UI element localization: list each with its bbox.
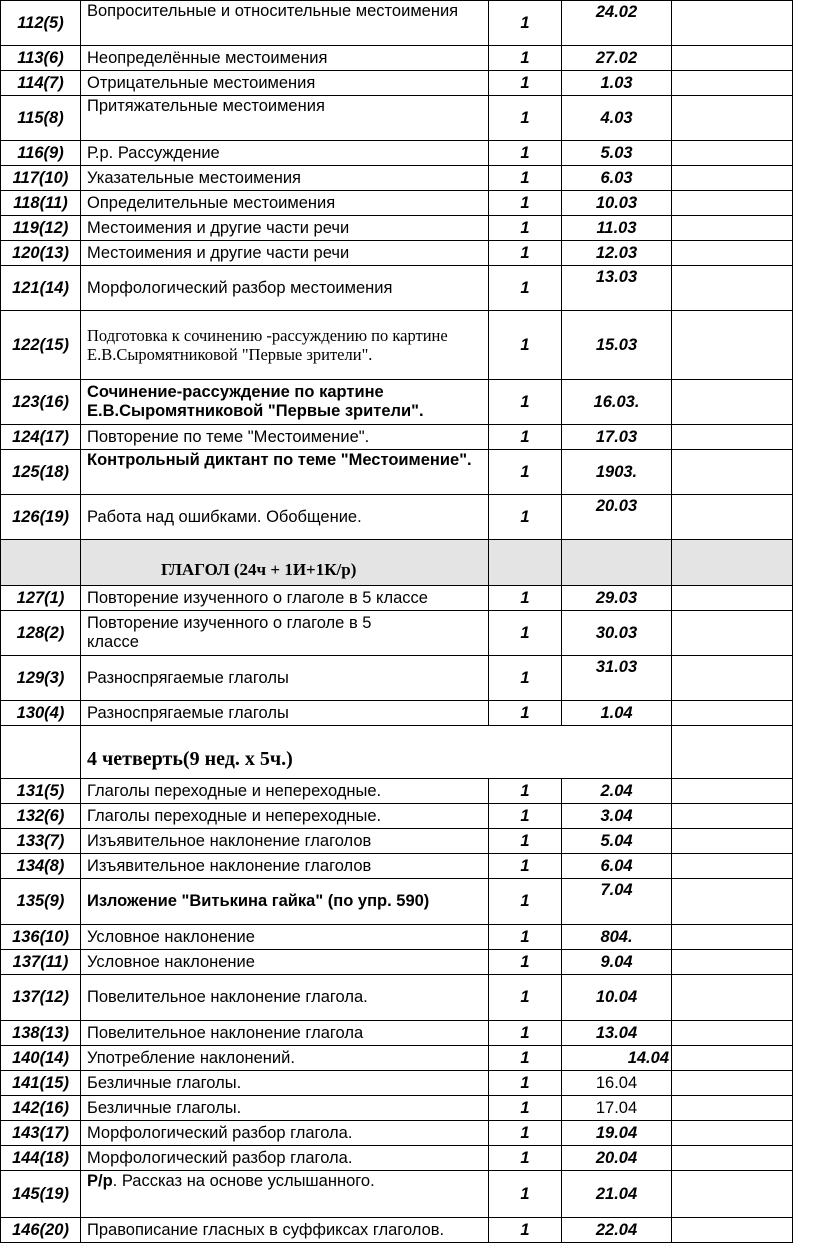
lesson-topic: Условное наклонение [81, 925, 489, 950]
notes-cell [672, 450, 793, 495]
table-row [1, 1096, 793, 1121]
lesson-topic: Глаголы переходные и непереходные. [81, 779, 489, 804]
notes-cell [672, 216, 793, 241]
lesson-date: 30.03 [562, 611, 672, 656]
notes-cell [672, 141, 793, 166]
lesson-number: 137(12) [1, 975, 81, 1021]
lesson-date: 9.04 [562, 950, 672, 975]
table-row [1, 166, 793, 191]
lesson-date: 12.03 [562, 241, 672, 266]
section-cell [81, 726, 672, 779]
lesson-date: 5.03 [562, 141, 672, 166]
lesson-date: 10.04 [562, 975, 672, 1021]
notes-cell [672, 701, 793, 726]
notes-cell [672, 311, 793, 380]
lesson-hours: 1 [489, 71, 562, 96]
table-row [1, 1146, 793, 1171]
lesson-topic: Определительные местоимения [81, 191, 489, 216]
lesson-hours: 1 [489, 1121, 562, 1146]
lesson-number: 118(11) [1, 191, 81, 216]
lesson-topic: Изъявительное наклонение глаголов [81, 854, 489, 879]
table-row [1, 1071, 793, 1096]
lesson-date: 24.02 [562, 1, 672, 46]
section-cell [672, 726, 793, 779]
section-cell [562, 540, 672, 586]
lesson-topic: Повторение изученного о глаголе в 5 классе [81, 586, 489, 611]
lesson-date: 31.03 [562, 656, 672, 701]
table-row [1, 804, 793, 829]
lesson-hours: 1 [489, 656, 562, 701]
lesson-number: 146(20) [1, 1218, 81, 1243]
lesson-hours: 1 [489, 925, 562, 950]
table-row [1, 266, 793, 311]
lesson-hours: 1 [489, 1021, 562, 1046]
table-row [1, 216, 793, 241]
lesson-date: 20.03 [562, 495, 672, 540]
lesson-topic: Притяжательные местоимения [81, 96, 489, 141]
notes-cell [672, 425, 793, 450]
lesson-number: 123(16) [1, 380, 81, 425]
lesson-number: 113(6) [1, 46, 81, 71]
table-row [1, 450, 793, 495]
lesson-topic: Неопределённые местоимения [81, 46, 489, 71]
lesson-date: 1.03 [562, 71, 672, 96]
lesson-date: 19.04 [562, 1121, 672, 1146]
lesson-topic: Местоимения и другие части речи [81, 216, 489, 241]
lesson-hours: 1 [489, 975, 562, 1021]
lesson-topic: Морфологический разбор местоимения [81, 266, 489, 311]
lesson-topic: Указательные местоимения [81, 166, 489, 191]
notes-cell [672, 46, 793, 71]
lesson-hours: 1 [489, 1171, 562, 1218]
lesson-hours: 1 [489, 425, 562, 450]
lesson-number: 126(19) [1, 495, 81, 540]
notes-cell [672, 1146, 793, 1171]
lesson-date: 804. [562, 925, 672, 950]
table-row [1, 191, 793, 216]
lesson-date: 15.03 [562, 311, 672, 380]
table-row [1, 241, 793, 266]
lesson-date: 7.04 [562, 879, 672, 925]
lesson-number: 133(7) [1, 829, 81, 854]
notes-cell [672, 804, 793, 829]
lesson-date: 3.04 [562, 804, 672, 829]
table-row [1, 141, 793, 166]
notes-cell [672, 1, 793, 46]
notes-cell [672, 191, 793, 216]
lesson-topic: Морфологический разбор глагола. [81, 1121, 489, 1146]
lesson-number: 138(13) [1, 1021, 81, 1046]
lesson-number: 135(9) [1, 879, 81, 925]
lesson-number: 130(4) [1, 701, 81, 726]
table-row [1, 1218, 793, 1243]
lesson-number: 120(13) [1, 241, 81, 266]
lesson-topic: Контрольный диктант по теме "Местоимение". [81, 450, 489, 495]
notes-cell [672, 1218, 793, 1243]
lesson-topic: Повелительное наклонение глагола. [81, 975, 489, 1021]
lesson-number: 127(1) [1, 586, 81, 611]
notes-cell [672, 950, 793, 975]
lesson-number: 137(11) [1, 950, 81, 975]
notes-cell [672, 829, 793, 854]
lesson-date: 6.03 [562, 166, 672, 191]
lesson-topic: Употребление наклонений. [81, 1046, 489, 1071]
lesson-number: 140(14) [1, 1046, 81, 1071]
lesson-number: 119(12) [1, 216, 81, 241]
section-header-row [1, 726, 793, 779]
table-row [1, 71, 793, 96]
lesson-hours: 1 [489, 829, 562, 854]
lesson-hours: 1 [489, 1146, 562, 1171]
lesson-hours: 1 [489, 701, 562, 726]
table-row [1, 879, 793, 925]
lesson-hours: 1 [489, 1096, 562, 1121]
table-row [1, 1021, 793, 1046]
lesson-topic: Повторение по теме "Местоимение". [81, 425, 489, 450]
lesson-number: 144(18) [1, 1146, 81, 1171]
notes-cell [672, 96, 793, 141]
lesson-hours: 1 [489, 450, 562, 495]
lesson-date: 14.04 [562, 1046, 672, 1071]
lesson-number: 129(3) [1, 656, 81, 701]
lesson-hours: 1 [489, 1046, 562, 1071]
lesson-date: 16.04 [562, 1071, 672, 1096]
lesson-topic: Подготовка к сочинению -рассуждению по картине Е.В.Сыромятниковой "Первые зрители". [81, 311, 489, 380]
table-row [1, 975, 793, 1021]
notes-cell [672, 925, 793, 950]
lesson-date: 10.03 [562, 191, 672, 216]
lesson-number: 112(5) [1, 1, 81, 46]
lesson-topic-text: Повторение изученного о глаголе в 5 классе [87, 614, 372, 651]
lesson-hours: 1 [489, 879, 562, 925]
notes-cell [672, 779, 793, 804]
table-row [1, 1046, 793, 1071]
table-row [1, 495, 793, 540]
lesson-number: 121(14) [1, 266, 81, 311]
table-row [1, 586, 793, 611]
table-row [1, 1, 793, 46]
lesson-topic: Работа над ошибками. Обобщение. [81, 495, 489, 540]
lesson-hours: 1 [489, 1, 562, 46]
section-title-glagol: ГЛАГОЛ (24ч + 1И+1К/р) [161, 560, 357, 579]
lesson-number: 116(9) [1, 141, 81, 166]
lesson-topic: Глаголы переходные и непереходные. [81, 804, 489, 829]
section-title-quarter: 4 четверть(9 нед. х 5ч.) [87, 748, 293, 770]
table-row [1, 925, 793, 950]
lesson-date: 27.02 [562, 46, 672, 71]
lesson-date: 4.03 [562, 96, 672, 141]
lesson-date: 29.03 [562, 586, 672, 611]
lesson-topic: Разноспрягаемые глаголы [81, 701, 489, 726]
lesson-topic-text: . Рассказ на основе услышанного. [112, 1172, 375, 1190]
table-row [1, 701, 793, 726]
lesson-number: 136(10) [1, 925, 81, 950]
lesson-hours: 1 [489, 1071, 562, 1096]
notes-cell [672, 241, 793, 266]
lesson-hours: 1 [489, 950, 562, 975]
table-row [1, 96, 793, 141]
lesson-date: 13.03 [562, 266, 672, 311]
notes-cell [672, 975, 793, 1021]
lesson-hours: 1 [489, 495, 562, 540]
notes-cell [672, 656, 793, 701]
lesson-date: 13.04 [562, 1021, 672, 1046]
lesson-number: 117(10) [1, 166, 81, 191]
lesson-date: 22.04 [562, 1218, 672, 1243]
lesson-hours: 1 [489, 854, 562, 879]
table-row [1, 611, 793, 656]
topic-prefix: Р/р [87, 1172, 113, 1190]
lesson-number: 142(16) [1, 1096, 81, 1121]
lesson-topic: Безличные глаголы. [81, 1071, 489, 1096]
notes-cell [672, 1171, 793, 1218]
lesson-topic: Вопросительные и относительные местоимения [81, 1, 489, 46]
lesson-hours: 1 [489, 241, 562, 266]
lesson-topic: Условное наклонение [81, 950, 489, 975]
lesson-topic: Сочинение-рассуждение по картине Е.В.Сыромятниковой "Первые зрители". [81, 380, 489, 425]
lesson-date: 11.03 [562, 216, 672, 241]
notes-cell [672, 71, 793, 96]
lesson-date: 5.04 [562, 829, 672, 854]
lesson-hours: 1 [489, 141, 562, 166]
table-row [1, 829, 793, 854]
section-cell [1, 726, 81, 779]
lesson-number: 143(17) [1, 1121, 81, 1146]
notes-cell [672, 1096, 793, 1121]
lesson-topic: Изложение "Витькина гайка" (по упр. 590) [81, 879, 489, 925]
section-cell [672, 540, 793, 586]
lesson-number: 145(19) [1, 1171, 81, 1218]
table-row [1, 1171, 793, 1218]
lesson-date: 17.03 [562, 425, 672, 450]
table-row [1, 656, 793, 701]
notes-cell [672, 611, 793, 656]
lesson-date: 17.04 [562, 1096, 672, 1121]
table-row [1, 950, 793, 975]
lesson-date: 20.04 [562, 1146, 672, 1171]
table-row [1, 380, 793, 425]
lesson-topic: Морфологический разбор глагола. [81, 1146, 489, 1171]
lesson-hours: 1 [489, 779, 562, 804]
notes-cell [672, 266, 793, 311]
lesson-date: 6.04 [562, 854, 672, 879]
lesson-number: 125(18) [1, 450, 81, 495]
lesson-number: 141(15) [1, 1071, 81, 1096]
lesson-hours: 1 [489, 611, 562, 656]
lesson-topic: Безличные глаголы. [81, 1096, 489, 1121]
lesson-hours: 1 [489, 216, 562, 241]
notes-cell [672, 1121, 793, 1146]
table-row [1, 311, 793, 380]
lesson-topic [81, 611, 489, 656]
lesson-hours: 1 [489, 266, 562, 311]
lesson-topic [81, 1171, 489, 1218]
notes-cell [672, 495, 793, 540]
lesson-topic: Правописание гласных в суффиксах глаголов. [81, 1218, 489, 1243]
lesson-hours: 1 [489, 1218, 562, 1243]
lesson-topic: Повелительное наклонение глагола [81, 1021, 489, 1046]
lesson-topic: Отрицательные местоимения [81, 71, 489, 96]
notes-cell [672, 854, 793, 879]
notes-cell [672, 879, 793, 925]
section-cell [81, 540, 489, 586]
section-header-row [1, 540, 793, 586]
table-row [1, 854, 793, 879]
lesson-number: 132(6) [1, 804, 81, 829]
lesson-date: 21.04 [562, 1171, 672, 1218]
lesson-hours: 1 [489, 191, 562, 216]
section-cell [489, 540, 562, 586]
lesson-topic: Изъявительное наклонение глаголов [81, 829, 489, 854]
lesson-hours: 1 [489, 804, 562, 829]
lesson-topic: Местоимения и другие части речи [81, 241, 489, 266]
lesson-number: 131(5) [1, 779, 81, 804]
lesson-number: 114(7) [1, 71, 81, 96]
notes-cell [672, 166, 793, 191]
lesson-hours: 1 [489, 96, 562, 141]
table-row [1, 779, 793, 804]
notes-cell [672, 380, 793, 425]
table-row [1, 46, 793, 71]
lesson-date: 1.04 [562, 701, 672, 726]
lesson-date: 16.03. [562, 380, 672, 425]
lesson-topic: Р.р. Рассуждение [81, 141, 489, 166]
lesson-hours: 1 [489, 380, 562, 425]
notes-cell [672, 1021, 793, 1046]
notes-cell [672, 586, 793, 611]
table-row [1, 1121, 793, 1146]
lesson-number: 124(17) [1, 425, 81, 450]
lesson-hours: 1 [489, 46, 562, 71]
lesson-date: 2.04 [562, 779, 672, 804]
lesson-number: 134(8) [1, 854, 81, 879]
lesson-number: 115(8) [1, 96, 81, 141]
lesson-topic: Разноспрягаемые глаголы [81, 656, 489, 701]
table-row [1, 425, 793, 450]
lesson-date: 1903. [562, 450, 672, 495]
section-cell [1, 540, 81, 586]
lesson-hours: 1 [489, 166, 562, 191]
lesson-number: 122(15) [1, 311, 81, 380]
notes-cell [672, 1071, 793, 1096]
lesson-hours: 1 [489, 586, 562, 611]
notes-cell [672, 1046, 793, 1071]
lesson-hours: 1 [489, 311, 562, 380]
lesson-number: 128(2) [1, 611, 81, 656]
